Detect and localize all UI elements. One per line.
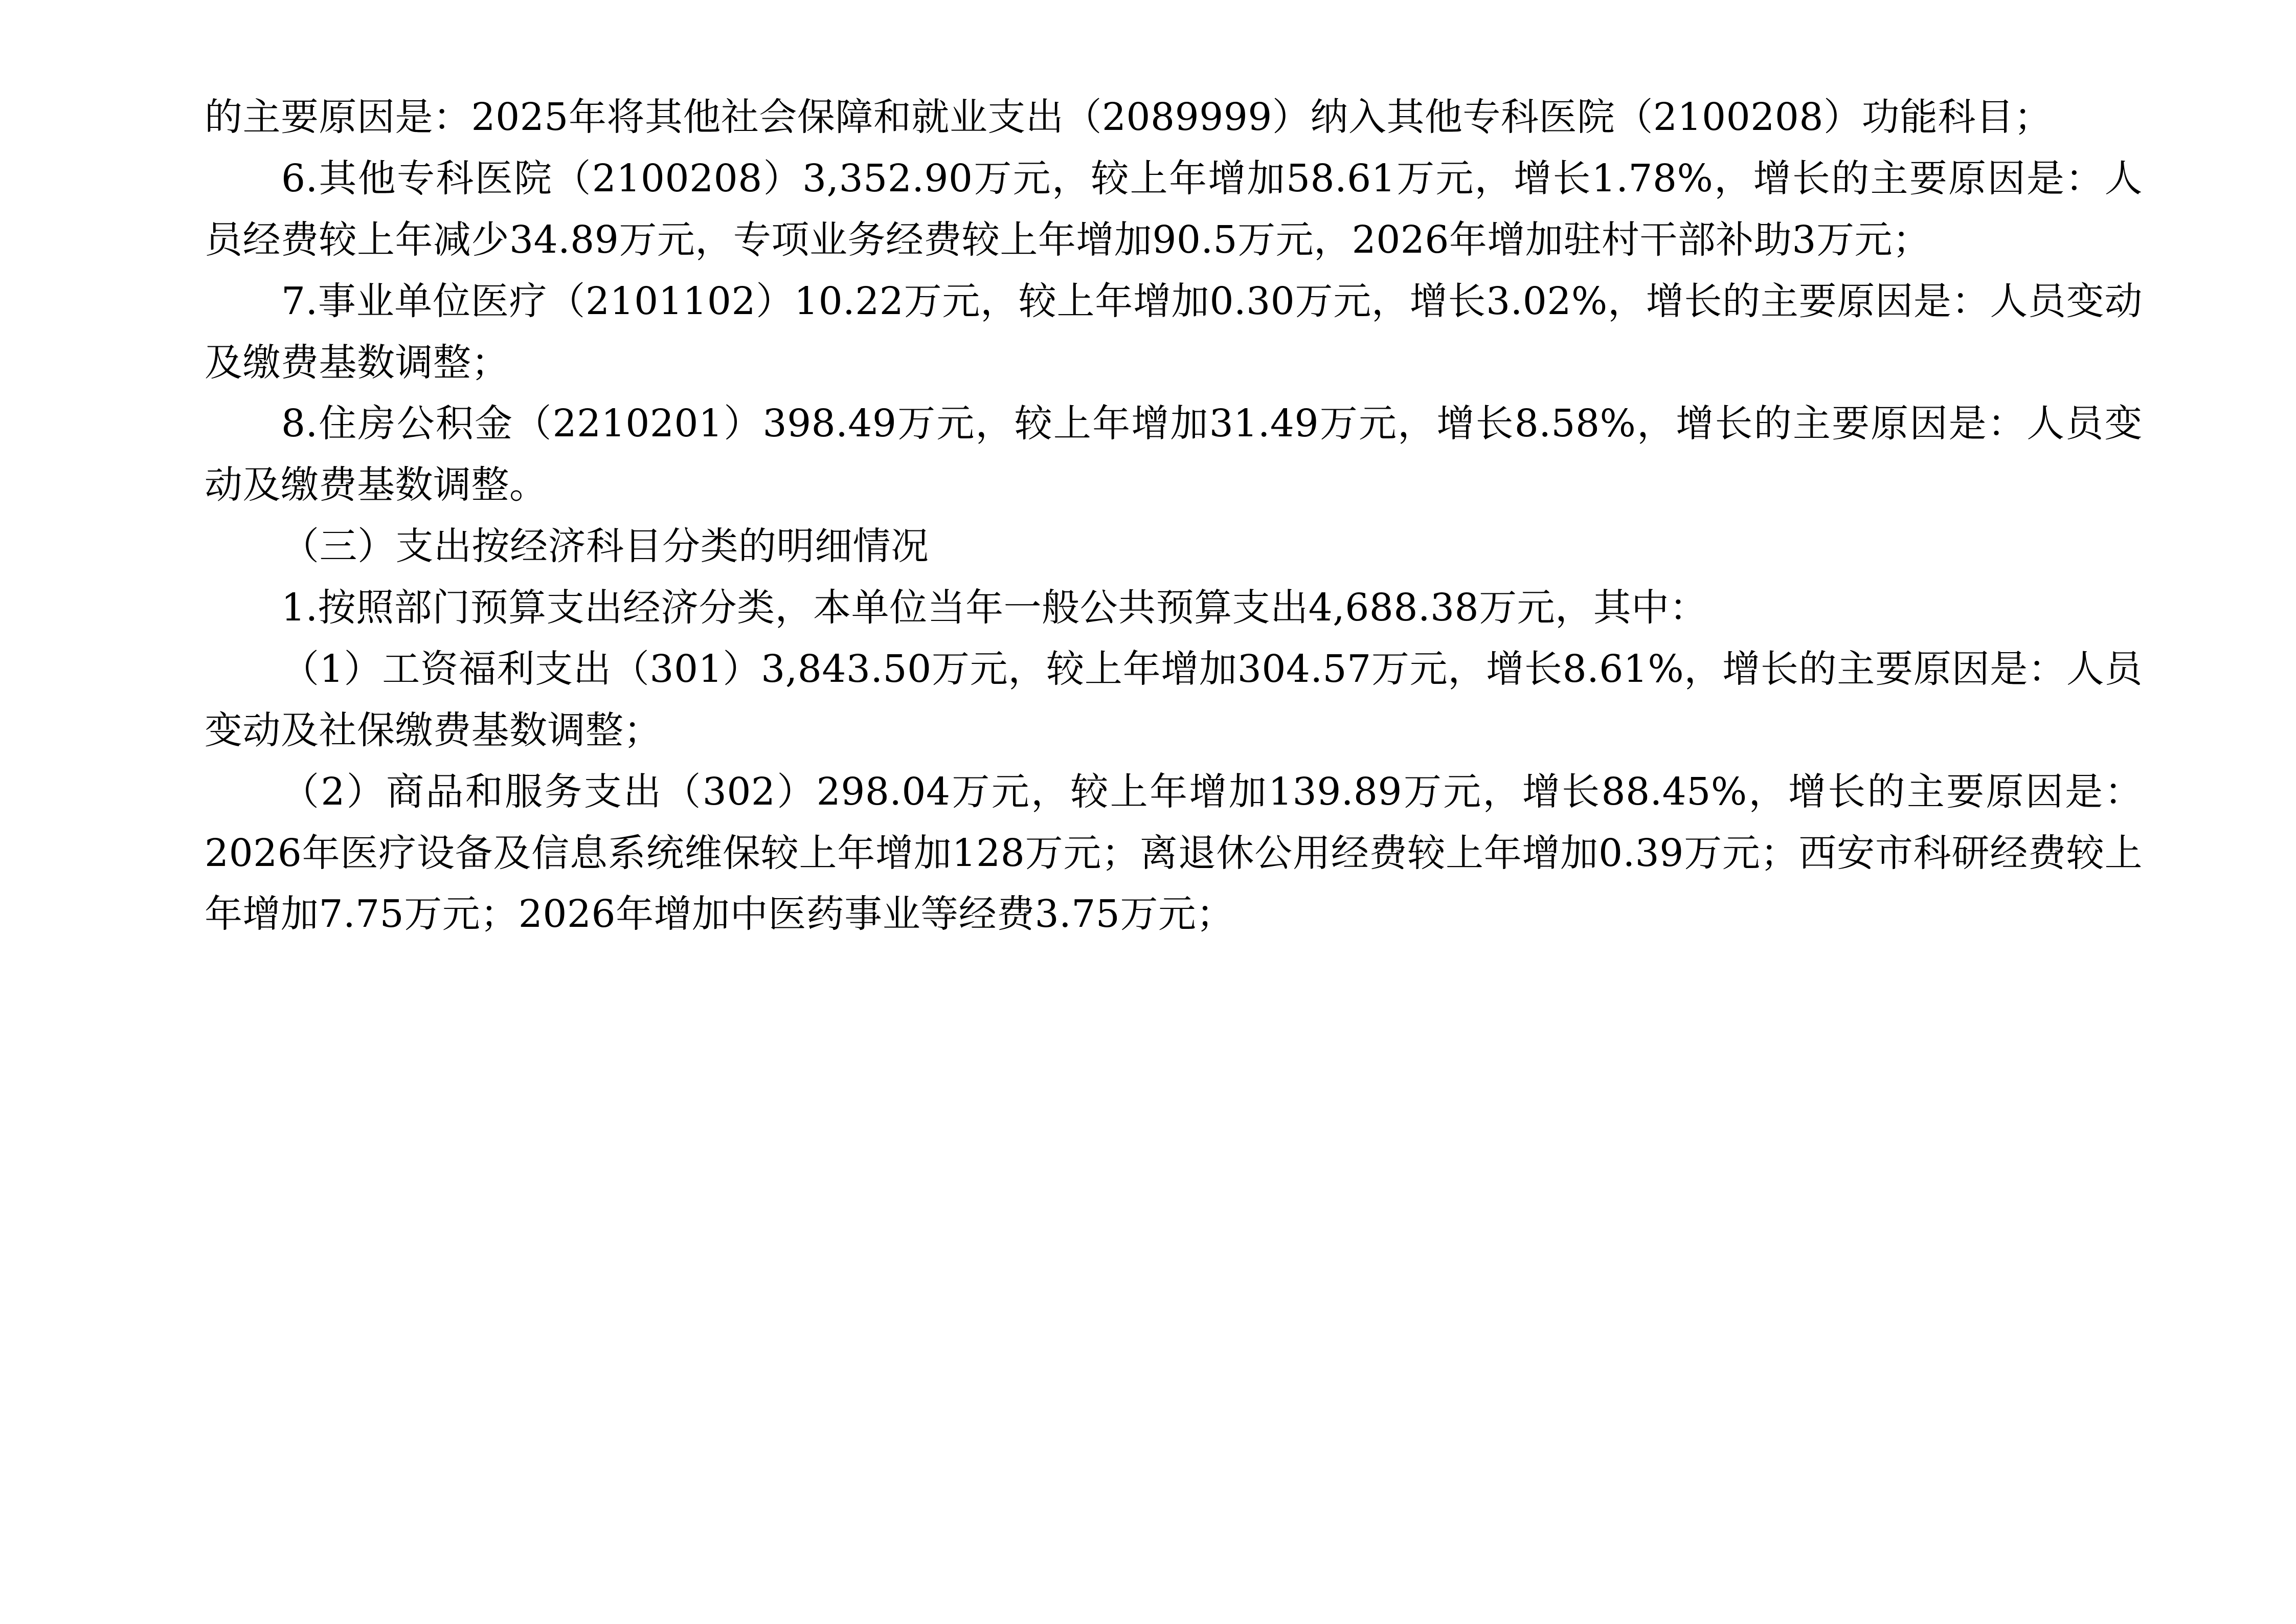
paragraph-continuation: 的主要原因是：2025年将其他社会保障和就业支出（2089999）纳入其他专科医院（2100208）功能科目； [205, 95, 2052, 139]
document-body [205, 87, 2143, 945]
paragraph-subitem-2: （2）商品和服务支出（302）298.04万元，较上年增加139.89万元，增长88.45%，增长的主要原因是：2026年医疗设备及信息系统维保较上年增加128万元；离退休公用经费较上年增加0.39万元；西安市科研经费较上年增加7.75万元；2026年增加中医药事业等经费3.75万元； [205, 769, 2143, 937]
paragraph-item-7: 7.事业单位医疗（2101102）10.22万元，较上年增加0.30万元，增长3.02%，增长的主要原因是：人员变动及缴费基数调整； [205, 279, 2143, 385]
paragraph-item-1: 1.按照部门预算支出经济分类，本单位当年一般公共预算支出4,688.38万元，其中： [281, 586, 1708, 630]
paragraph-item-6: 6.其他专科医院（2100208）3,352.90万元，较上年增加58.61万元，增长1.78%，增长的主要原因是：人员经费较上年减少34.89万元，专项业务经费较上年增加90.5万元，2026年增加驻村干部补助3万元； [205, 156, 2143, 262]
paragraph-subitem-1: （1）工资福利支出（301）3,843.50万元，较上年增加304.57万元，增长8.61%，增长的主要原因是：人员变动及社保缴费基数调整； [205, 647, 2143, 752]
section-heading-three: （三）支出按经济科目分类的明细情况 [281, 524, 929, 569]
paragraph-item-8: 8.住房公积金（2210201）398.49万元，较上年增加31.49万元，增长8.58%，增长的主要原因是：人员变动及缴费基数调整。 [205, 402, 2143, 507]
